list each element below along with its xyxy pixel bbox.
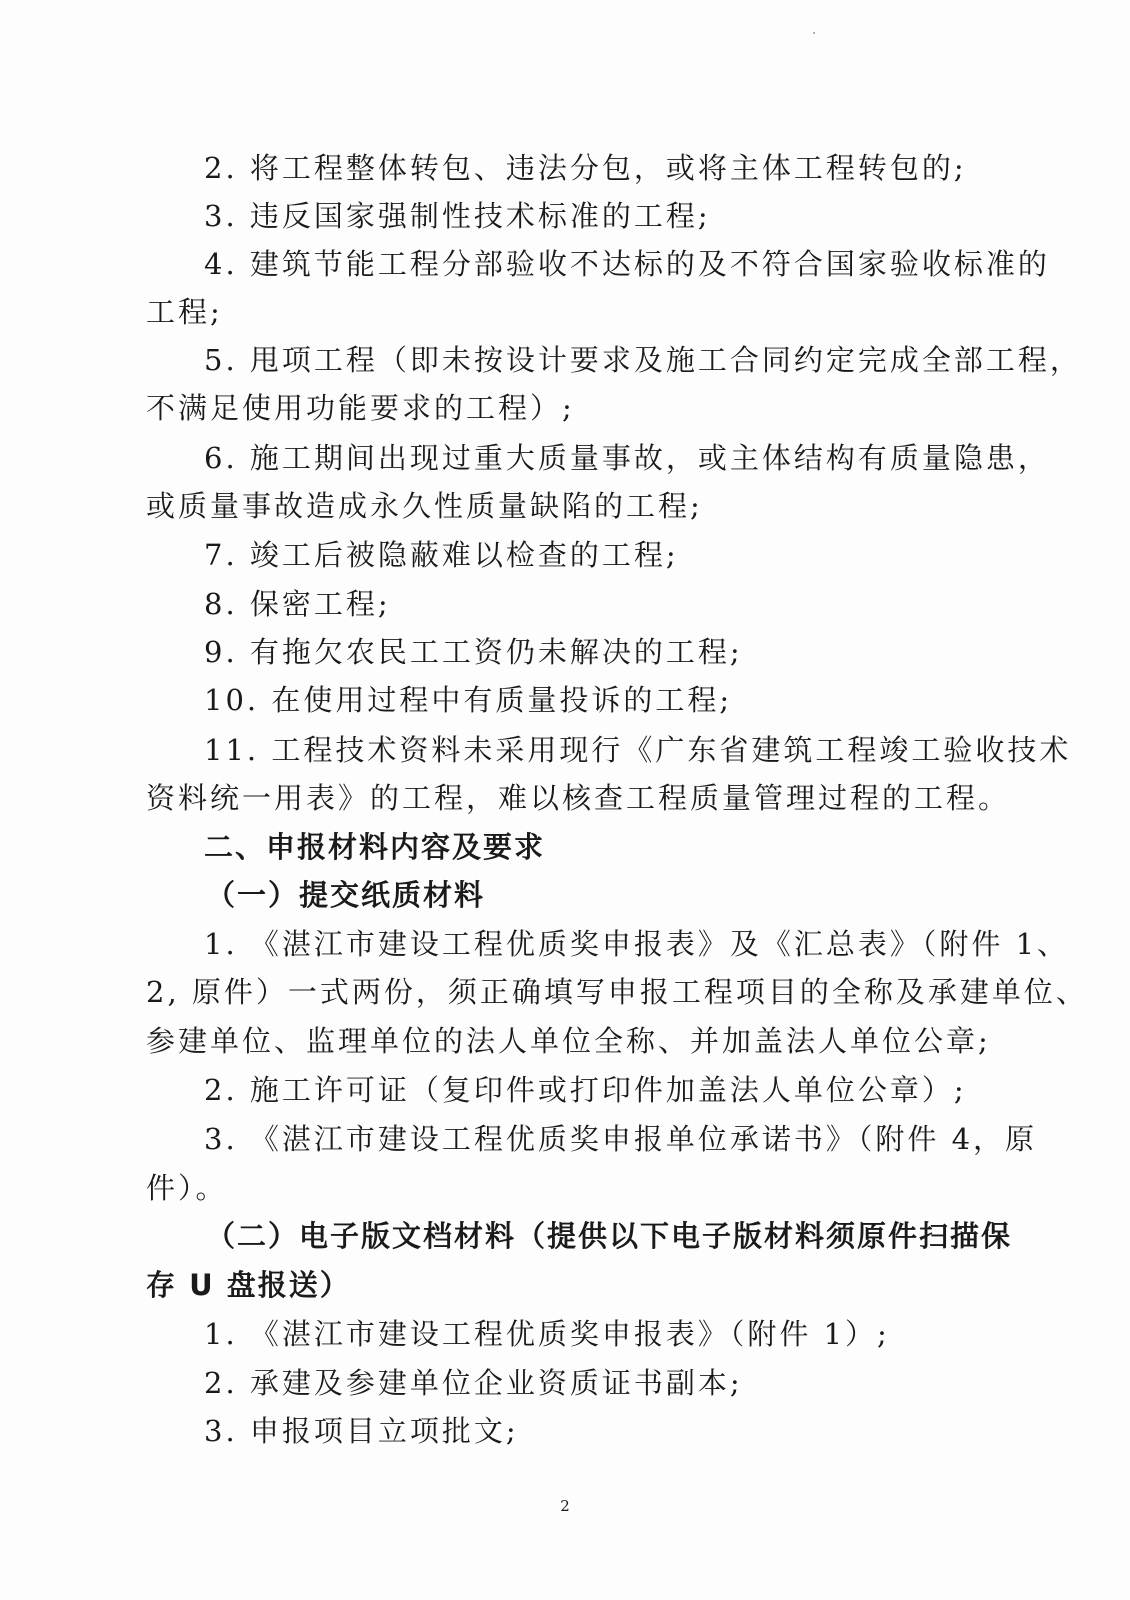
list-item-3: 3. 违反国家强制性技术标准的工程; bbox=[204, 199, 711, 233]
list-item-10: 10. 在使用过程中有质量投诉的工程; bbox=[204, 683, 733, 717]
paper-item-1-cont-a: 2, 原件）一式两份，须正确填写申报工程项目的全称及承建单位、 bbox=[146, 975, 1088, 1009]
list-item-2: 2. 将工程整体转包、违法分包，或将主体工程转包的; bbox=[204, 151, 967, 185]
list-item-5: 5. 甩项工程（即未按设计要求及施工合同约定完成全部工程， bbox=[204, 343, 1082, 377]
electronic-item-2: 2. 承建及参建单位企业资质证书副本; bbox=[204, 1366, 743, 1400]
list-item-4: 4. 建筑节能工程分部验收不达标的及不符合国家验收标准的 bbox=[204, 247, 1050, 281]
list-item-7: 7. 竣工后被隐蔽难以检查的工程; bbox=[204, 538, 679, 572]
list-item-11-cont: 资料统一用表》的工程，难以核查工程质量管理过程的工程。 bbox=[146, 781, 1011, 815]
subsection-heading-2-cont: 存 U 盘报送） bbox=[146, 1268, 351, 1302]
electronic-item-3: 3. 申报项目立项批文; bbox=[204, 1414, 519, 1448]
list-item-6: 6. 施工期间出现过重大质量事故，或主体结构有质量隐患， bbox=[204, 441, 1050, 475]
list-item-9: 9. 有拖欠农民工工资仍未解决的工程; bbox=[204, 635, 743, 669]
subsection-heading-2: （二）电子版文档材料（提供以下电子版材料须原件扫描保 bbox=[206, 1219, 1013, 1253]
subsection-heading-1: （一）提交纸质材料 bbox=[206, 878, 486, 912]
list-item-4-cont: 工程; bbox=[146, 295, 223, 329]
paper-item-3: 3. 《湛江市建设工程优质奖申报单位承诺书》（附件 4，原 bbox=[204, 1122, 1038, 1156]
list-item-11: 11. 工程技术资料未采用现行《广东省建筑工程竣工验收技术 bbox=[204, 733, 1072, 767]
list-item-6-cont: 或质量事故造成永久性质量缺陷的工程; bbox=[146, 489, 703, 523]
list-item-5-cont: 不满足使用功能要求的工程）; bbox=[146, 391, 575, 425]
page-number: 2 bbox=[560, 1497, 570, 1515]
list-item-8: 8. 保密工程; bbox=[204, 587, 391, 621]
scan-speck bbox=[813, 32, 815, 34]
paper-item-1-cont-b: 参建单位、监理单位的法人单位全称、并加盖法人单位公章; bbox=[146, 1024, 991, 1058]
paper-item-1: 1. 《湛江市建设工程优质奖申报表》及《汇总表》（附件 1、 bbox=[204, 927, 1070, 961]
paper-item-3-cont: 件）。 bbox=[146, 1171, 228, 1205]
section-heading-2: 二、申报材料内容及要求 bbox=[204, 830, 546, 864]
paper-item-2: 2. 施工许可证（复印件或打印件加盖法人单位公章）; bbox=[204, 1073, 967, 1107]
electronic-item-1: 1. 《湛江市建设工程优质奖申报表》（附件 1）; bbox=[204, 1317, 890, 1351]
